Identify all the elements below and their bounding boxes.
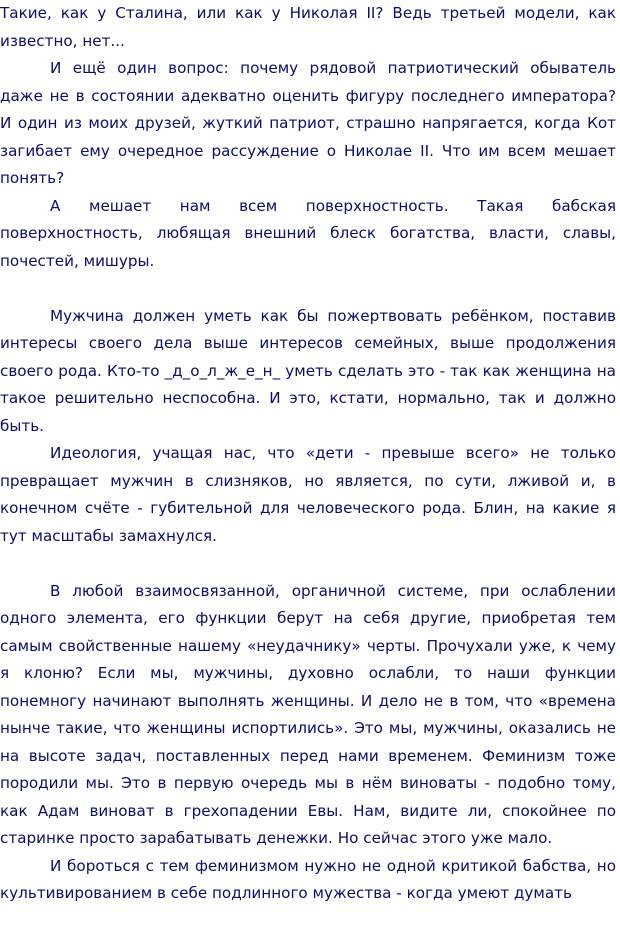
- paragraph: А мешает нам всем поверхностность. Такая бабская поверхностность, любящая внешний блеск богатства, власти, славы, почестей, мишуры.: [0, 196, 616, 270]
- paragraph: В любой взаимосвязанной, органичной системе, при ослаблении одного элемента, его функции берут на себя другие, приобретая тем самым свойственные нашему «неудачнику» черты. Прочухали уже, к чему я клоню? Если мы, мужчины, духовно ослабли, то наши функции понемногу начинают выполнять женщины. И дело не в том, что «времена нынче такие, что женщины испортились». Это мы, мужчины, оказались не на высоте задач, поставленных перед нами временем. Феминизм тоже породили мы. Это в первую очередь мы в нём виноваты - подобно тому, как Адам виноват в грехопадении Евы. Нам, видите ли, спокойнее по старинке просто зарабатывать денежки. Но сейчас этого уже мало.: [0, 581, 616, 847]
- paragraph: И бороться с тем феминизмом нужно не одной критикой бабства, но культивированием в себе подлинного мужества - когда умеют думать: [0, 856, 616, 902]
- paragraph: Идеология, учащая нас, что «дети - превыше всего» не только превращает мужчин в слизняков, но является, по сути, лживой и, в конечном счёте - губительной для человеческого рода. Блин, на какие я тут масштабы замахнулся.: [0, 444, 616, 545]
- paragraph-spacer: [0, 275, 616, 303]
- paragraph-spacer: [0, 550, 616, 578]
- paragraph: Такие, как у Сталина, или как у Николая II? Ведь третьей модели, как известно, нет...: [0, 4, 616, 50]
- paragraph: И ещё один вопрос: почему рядовой патриотический обыватель даже не в состоянии адекватно оценить фигуру последнего императора? И один из моих друзей, жуткий патриот, страшно напрягается, когда Кот загибает ему очередное рассуждение о Николае II. Что им всем мешает понять?: [0, 59, 616, 187]
- paragraph: Мужчина должен уметь как бы пожертвовать ребёнком, поставив интересы своего дела выше интересов семейных, выше продолжения своего рода. Кто-то _д_о_л_ж_е_н_ уметь сделать это - так как женщина на такое решительно неспособна. И это, кстати, нормально, так и должно быть.: [0, 306, 616, 435]
